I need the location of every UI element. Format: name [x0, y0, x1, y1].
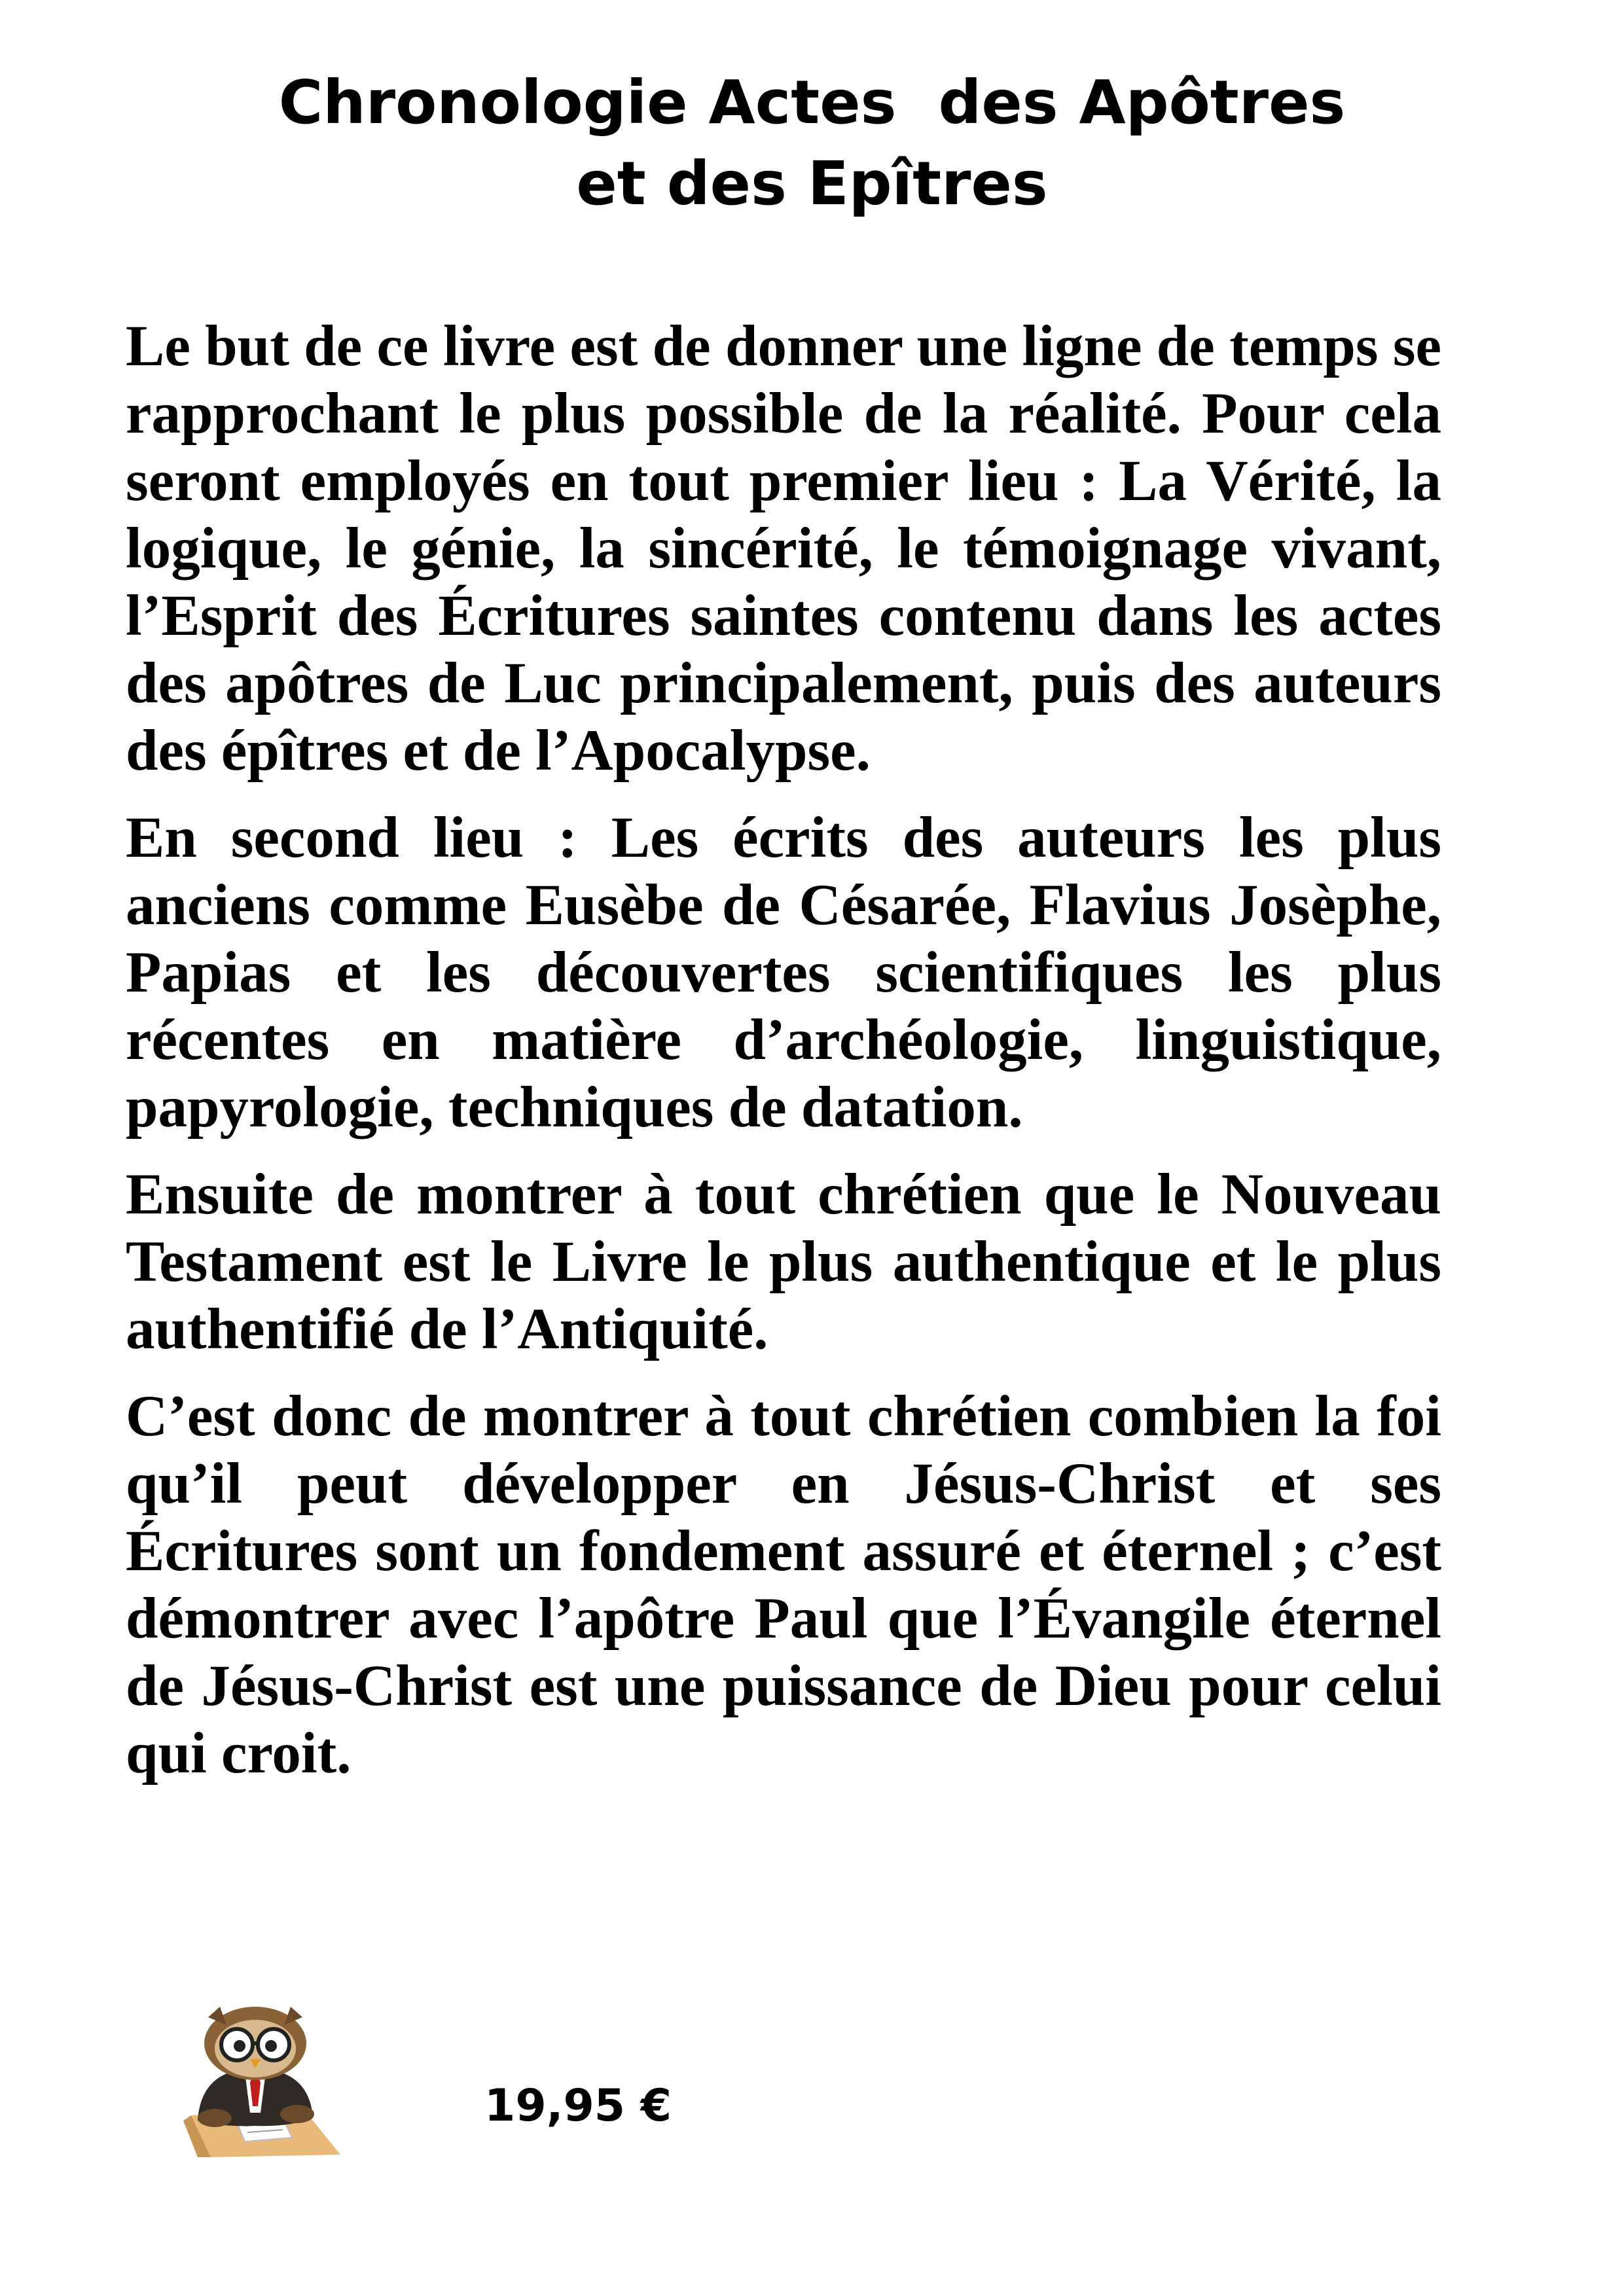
- owl-teacher-icon: [171, 2003, 340, 2159]
- blurb-paragraph-3: Ensuite de montrer à tout chrétien que le Nouveau Testament est le Livre le plus authentique et le plus authentifié de l’Antiquité.: [126, 1162, 1441, 1361]
- price-label: 19,95 €: [484, 2080, 672, 2132]
- page-title: Chronologie Actes des Apôtres et des Epîtres: [278, 67, 1346, 219]
- blurb-paragraph-1: Le but de ce livre est de donner une ligne de temps se rapprochant le plus possible de la réalité. Pour cela seront employés en tout premier lieu : La Vérité, la logique, le génie, la sincérité, le témoignage vivant, l’Esprit des Écritures saintes contenu dans les actes des apôtres de Luc principalement, puis des auteurs des épîtres et de l’Apocalypse.: [126, 314, 1441, 783]
- blurb-text: [126, 313, 1441, 1807]
- blurb-paragraph-4: C’est donc de montrer à tout chrétien combien la foi qu’il peut développer en Jésus-Christ et ses Écritures sont un fondement assuré et éternel ; c’est démontrer avec l’apôtre Paul que l’Évangile éternel de Jésus-Christ est une puissance de Dieu pour celui qui croit.: [126, 1384, 1441, 1785]
- blurb-paragraph-2: En second lieu : Les écrits des auteurs les plus anciens comme Eusèbe de Césarée, Flavius Josèphe, Papias et les découvertes scientifiques les plus récentes en matière d’archéologie, linguistique, papyrologie, techniques de datation.: [126, 806, 1441, 1139]
